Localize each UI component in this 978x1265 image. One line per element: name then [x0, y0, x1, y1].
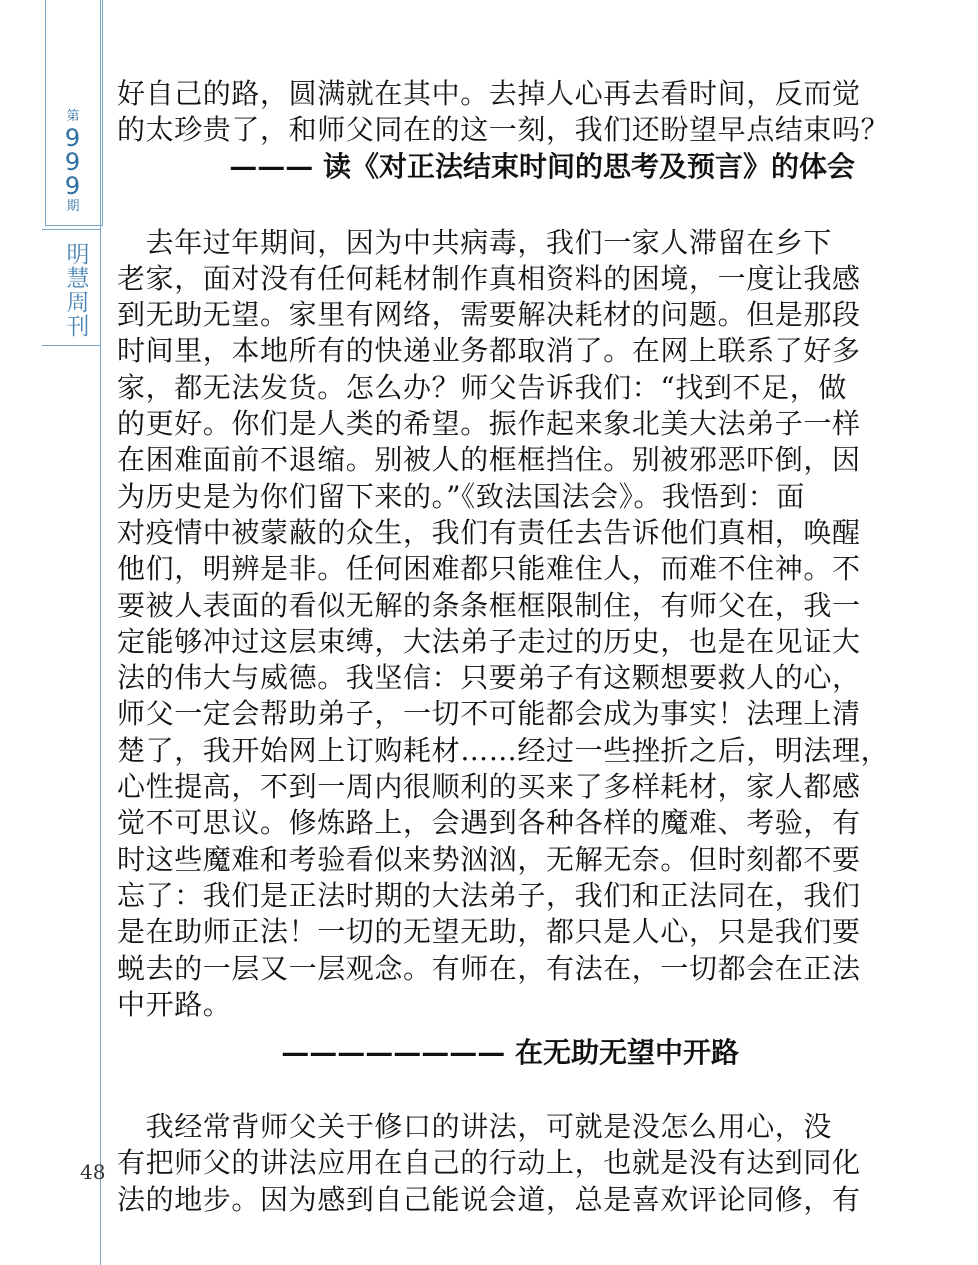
text-line: 定能够冲过这层束缚，大法弟子走过的历史，也是在见证大	[117, 624, 861, 658]
article-body	[117, 76, 890, 1218]
issue-digit: 9	[64, 148, 82, 176]
text-line: 心性提高，不到一周内很顺利的买来了多样耗材，家人都感	[117, 770, 861, 804]
issue-suffix: 期	[66, 199, 80, 214]
magazine-title	[58, 243, 98, 339]
article-signature: ———————— 在无助无望中开路	[281, 1036, 739, 1070]
text-line: 中开路。	[117, 987, 232, 1021]
magazine-char: 刊	[66, 314, 90, 340]
text-line: 法的地步。因为感到自己能说会道，总是喜欢评论同修，有	[117, 1182, 861, 1216]
text-line: 要被人表面的看似无解的条条框框限制住，有师父在，我一	[117, 588, 861, 622]
text-line: 时这些魔难和考验看似来势汹汹，无解无奈。但时刻都不要	[117, 842, 861, 876]
text-line: 忘了：我们是正法时期的大法弟子，我们和正法同在，我们	[117, 878, 861, 912]
text-line: 时间里，本地所有的快递业务都取消了。在网上联系了好多	[117, 334, 861, 368]
text-line: 老家，面对没有任何耗材制作真相资料的困境，一度让我感	[117, 261, 861, 295]
text-line: 在困难面前不退缩。别被人的框框挡住。别被邪恶吓倒，因	[117, 443, 861, 477]
page-number: 48	[80, 1160, 106, 1184]
paragraph-gap	[117, 1071, 867, 1109]
article-signature: ——— 读《对正法结束时间的思考及预言》的体会	[229, 149, 855, 183]
text-line: 他们，明辨是非。任何困难都只能难住人，而难不住神。不	[117, 552, 861, 586]
issue-digit: 9	[64, 124, 82, 152]
text-line: 法的伟大与威德。我坚信：只要弟子有这颗想要救人的心，	[117, 661, 861, 695]
sidebar-divider	[42, 345, 101, 346]
magazine-char: 明	[66, 242, 90, 268]
text-line: 觉不可思议。修炼路上，会遇到各种各样的魔难、考验，有	[117, 806, 861, 840]
text-line: 为历史是为你们留下来的。”《致法国法会》。我悟到：面	[117, 479, 805, 513]
magazine-char: 慧	[66, 266, 90, 292]
text-line: 蜕去的一层又一层观念。有师在，有法在，一切都会在正法	[117, 951, 861, 985]
paragraph-gap	[117, 185, 867, 225]
text-line: 楚了，我开始网上订购耗材……经过一些挫折之后，明法理，	[117, 733, 890, 767]
issue-digit: 9	[64, 172, 82, 200]
text-line: 家，都无法发货。怎么办？师父告诉我们：“找到不足，做	[117, 370, 847, 404]
text-line: 有把师父的讲法应用在自己的行动上，也就是没有达到同化	[117, 1146, 861, 1180]
text-line: 的太珍贵了，和师父同在的这一刻，我们还盼望早点结束吗？	[117, 113, 890, 147]
text-line: 师父一定会帮助弟子，一切不可能都会成为事实！法理上清	[117, 697, 861, 731]
magazine-char: 周	[66, 290, 90, 316]
text-line: 对疫情中被蒙蔽的众生，我们有责任去告诉他们真相，唤醒	[117, 515, 861, 549]
issue-number	[45, 108, 101, 216]
sidebar-divider	[42, 229, 101, 230]
text-line: 去年过年期间，因为中共病毒，我们一家人滞留在乡下	[117, 225, 833, 259]
issue-prefix: 第	[66, 109, 80, 124]
text-line: 的更好。你们是人类的希望。振作起来象北美大法弟子一样	[117, 407, 861, 441]
text-line: 是在助师正法！一切的无望无助，都只是人心，只是我们要	[117, 915, 861, 949]
text-line: 好自己的路，圆满就在其中。去掉人心再去看时间，反而觉	[117, 77, 861, 110]
text-line: 我经常背师父关于修口的讲法，可就是没怎么用心，没	[117, 1110, 833, 1144]
text-line: 到无助无望。家里有网络，需要解决耗材的问题。但是那段	[117, 298, 861, 332]
